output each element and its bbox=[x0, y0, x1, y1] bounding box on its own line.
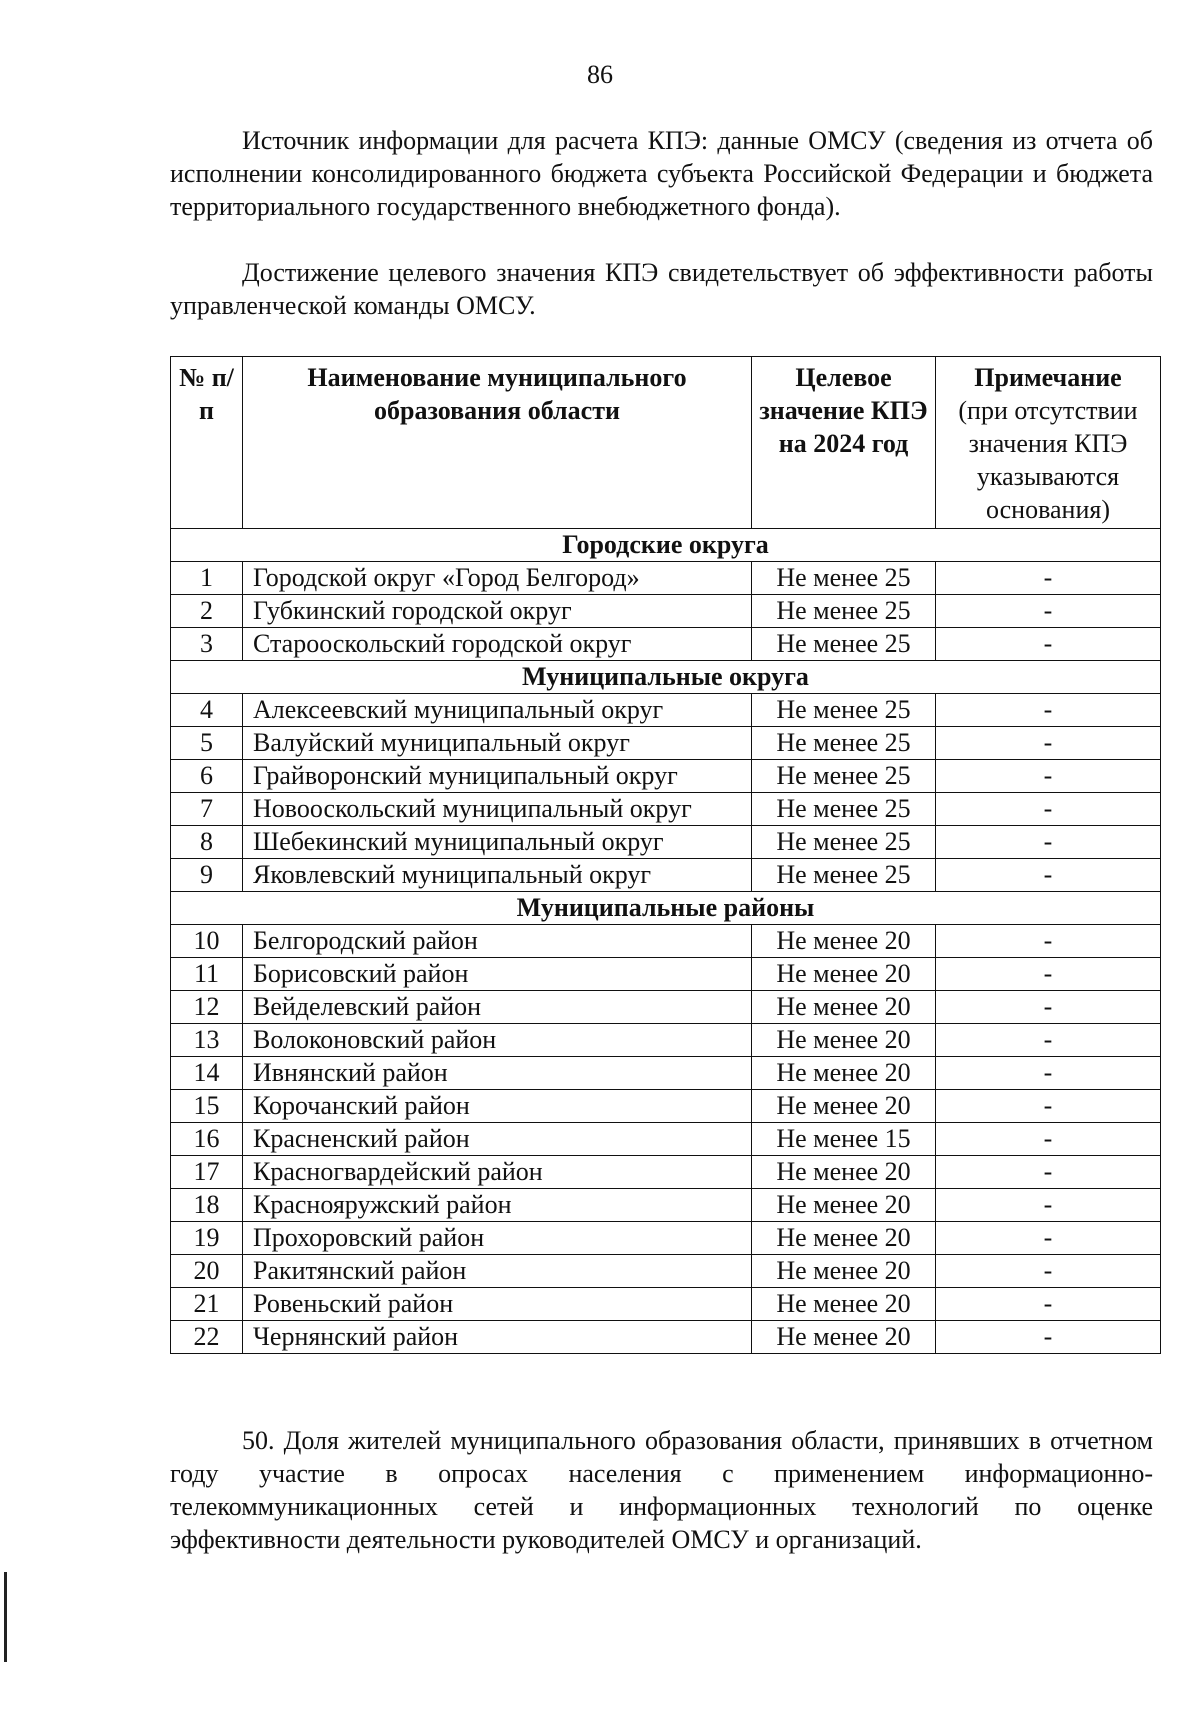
municipality-name: Грайворонский муниципальный округ bbox=[243, 760, 752, 793]
target-value: Не менее 20 bbox=[752, 1156, 936, 1189]
municipality-name: Белгородский район bbox=[243, 925, 752, 958]
note-cell: - bbox=[936, 1156, 1161, 1189]
row-number: 18 bbox=[171, 1189, 243, 1222]
municipality-name: Краснояружский район bbox=[243, 1189, 752, 1222]
row-number: 9 bbox=[171, 859, 243, 892]
note-cell: - bbox=[936, 826, 1161, 859]
table-row bbox=[171, 1024, 1161, 1057]
margin-scan-mark bbox=[4, 1572, 7, 1662]
source-paragraph-text: Источник информации для расчета КПЭ: данные ОМСУ (сведения из отчета об исполнении консолидированного бюджета субъекта Российской Федерации и бюджета территориального государственного внебюджетного фонда). bbox=[170, 126, 1153, 221]
target-value: Не менее 20 bbox=[752, 1189, 936, 1222]
section-row bbox=[171, 661, 1161, 694]
table-row bbox=[171, 1156, 1161, 1189]
municipality-name: Ракитянский район bbox=[243, 1255, 752, 1288]
row-number: 13 bbox=[171, 1024, 243, 1057]
row-number: 7 bbox=[171, 793, 243, 826]
target-value: Не менее 25 bbox=[752, 760, 936, 793]
note-cell: - bbox=[936, 628, 1161, 661]
header-num: № п/п bbox=[171, 357, 243, 529]
table-row bbox=[171, 562, 1161, 595]
target-value: Не менее 20 bbox=[752, 1090, 936, 1123]
target-value: Не менее 25 bbox=[752, 793, 936, 826]
note-cell: - bbox=[936, 958, 1161, 991]
header-note-title: Примечание bbox=[974, 363, 1122, 392]
table-row bbox=[171, 595, 1161, 628]
note-cell: - bbox=[936, 991, 1161, 1024]
table-body bbox=[171, 529, 1161, 1354]
target-value: Не менее 20 bbox=[752, 1057, 936, 1090]
table-row bbox=[171, 1057, 1161, 1090]
municipality-name: Старооскольский городской округ bbox=[243, 628, 752, 661]
municipality-name: Красногвардейский район bbox=[243, 1156, 752, 1189]
row-number: 21 bbox=[171, 1288, 243, 1321]
note-cell: - bbox=[936, 1222, 1161, 1255]
row-number: 2 bbox=[171, 595, 243, 628]
table-row bbox=[171, 793, 1161, 826]
target-value: Не менее 15 bbox=[752, 1123, 936, 1156]
note-cell: - bbox=[936, 595, 1161, 628]
section-row bbox=[171, 529, 1161, 562]
table-row bbox=[171, 694, 1161, 727]
municipality-name: Губкинский городской округ bbox=[243, 595, 752, 628]
table-row bbox=[171, 1090, 1161, 1123]
table-row bbox=[171, 1288, 1161, 1321]
header-name: Наименование муниципального образования области bbox=[243, 357, 752, 529]
row-number: 14 bbox=[171, 1057, 243, 1090]
row-number: 15 bbox=[171, 1090, 243, 1123]
target-value: Не менее 20 bbox=[752, 991, 936, 1024]
table-row bbox=[171, 925, 1161, 958]
municipality-name: Городской округ «Город Белгород» bbox=[243, 562, 752, 595]
section-title: Муниципальные районы bbox=[171, 892, 1161, 925]
kpe-targets-table bbox=[170, 356, 1161, 1354]
note-cell: - bbox=[936, 562, 1161, 595]
target-value: Не менее 25 bbox=[752, 826, 936, 859]
municipality-name: Борисовский район bbox=[243, 958, 752, 991]
target-value: Не менее 25 bbox=[752, 694, 936, 727]
table-row bbox=[171, 1222, 1161, 1255]
table-header-row bbox=[171, 357, 1161, 529]
table-row bbox=[171, 727, 1161, 760]
target-value: Не менее 20 bbox=[752, 958, 936, 991]
row-number: 16 bbox=[171, 1123, 243, 1156]
note-cell: - bbox=[936, 1288, 1161, 1321]
municipality-name: Яковлевский муниципальный округ bbox=[243, 859, 752, 892]
table-row bbox=[171, 859, 1161, 892]
table-row bbox=[171, 1123, 1161, 1156]
row-number: 3 bbox=[171, 628, 243, 661]
achievement-paragraph bbox=[170, 256, 1153, 322]
header-note-subtitle: (при отсутствии значения КПЭ указываются основания) bbox=[958, 396, 1138, 524]
row-number: 8 bbox=[171, 826, 243, 859]
row-number: 17 bbox=[171, 1156, 243, 1189]
table-row bbox=[171, 1321, 1161, 1354]
note-cell: - bbox=[936, 694, 1161, 727]
note-cell: - bbox=[936, 1321, 1161, 1354]
target-value: Не менее 25 bbox=[752, 628, 936, 661]
target-value: Не менее 25 bbox=[752, 859, 936, 892]
target-value: Не менее 20 bbox=[752, 1255, 936, 1288]
table-row bbox=[171, 1189, 1161, 1222]
row-number: 5 bbox=[171, 727, 243, 760]
target-value: Не менее 20 bbox=[752, 1288, 936, 1321]
note-cell: - bbox=[936, 1024, 1161, 1057]
municipality-name: Вейделевский район bbox=[243, 991, 752, 1024]
target-value: Не менее 20 bbox=[752, 1222, 936, 1255]
row-number: 12 bbox=[171, 991, 243, 1024]
section-title: Муниципальные округа bbox=[171, 661, 1161, 694]
note-cell: - bbox=[936, 1123, 1161, 1156]
row-number: 20 bbox=[171, 1255, 243, 1288]
note-cell: - bbox=[936, 1057, 1161, 1090]
municipality-name: Ивнянский район bbox=[243, 1057, 752, 1090]
row-number: 1 bbox=[171, 562, 243, 595]
header-note bbox=[936, 357, 1161, 529]
header-target: Целевое значение КПЭ на 2024 год bbox=[752, 357, 936, 529]
row-number: 4 bbox=[171, 694, 243, 727]
municipality-name: Прохоровский район bbox=[243, 1222, 752, 1255]
municipality-name: Шебекинский муниципальный округ bbox=[243, 826, 752, 859]
row-number: 6 bbox=[171, 760, 243, 793]
page-number: 86 bbox=[587, 60, 613, 89]
table-row bbox=[171, 991, 1161, 1024]
municipality-name: Новооскольский муниципальный округ bbox=[243, 793, 752, 826]
municipality-name: Корочанский район bbox=[243, 1090, 752, 1123]
target-value: Не менее 25 bbox=[752, 562, 936, 595]
table-row bbox=[171, 826, 1161, 859]
note-cell: - bbox=[936, 859, 1161, 892]
target-value: Не менее 20 bbox=[752, 925, 936, 958]
note-cell: - bbox=[936, 1090, 1161, 1123]
item-50-paragraph bbox=[170, 1424, 1153, 1556]
municipality-name: Чернянский район bbox=[243, 1321, 752, 1354]
target-value: Не менее 25 bbox=[752, 595, 936, 628]
municipality-name: Волоконовский район bbox=[243, 1024, 752, 1057]
municipality-name: Ровеньский район bbox=[243, 1288, 752, 1321]
note-cell: - bbox=[936, 760, 1161, 793]
row-number: 19 bbox=[171, 1222, 243, 1255]
note-cell: - bbox=[936, 727, 1161, 760]
note-cell: - bbox=[936, 925, 1161, 958]
section-row bbox=[171, 892, 1161, 925]
source-paragraph bbox=[170, 124, 1153, 223]
municipality-name: Красненский район bbox=[243, 1123, 752, 1156]
note-cell: - bbox=[936, 793, 1161, 826]
row-number: 22 bbox=[171, 1321, 243, 1354]
section-title: Городские округа bbox=[171, 529, 1161, 562]
row-number: 10 bbox=[171, 925, 243, 958]
note-cell: - bbox=[936, 1255, 1161, 1288]
target-value: Не менее 20 bbox=[752, 1321, 936, 1354]
table-row bbox=[171, 628, 1161, 661]
item-50-paragraph-text: 50. Доля жителей муниципального образования области, принявших в отчетном году участие в опросах населения с применением информационно-телекоммуникационных сетей и информационных технологий по оценке эффективности деятельности руководителей ОМСУ и организаций. bbox=[170, 1426, 1153, 1554]
table-row bbox=[171, 958, 1161, 991]
achievement-paragraph-text: Достижение целевого значения КПЭ свидетельствует об эффективности работы управленческой команды ОМСУ. bbox=[170, 258, 1153, 320]
note-cell: - bbox=[936, 1189, 1161, 1222]
target-value: Не менее 25 bbox=[752, 727, 936, 760]
table-row bbox=[171, 1255, 1161, 1288]
row-number: 11 bbox=[171, 958, 243, 991]
municipality-name: Валуйский муниципальный округ bbox=[243, 727, 752, 760]
municipality-name: Алексеевский муниципальный округ bbox=[243, 694, 752, 727]
target-value: Не менее 20 bbox=[752, 1024, 936, 1057]
table-row bbox=[171, 760, 1161, 793]
